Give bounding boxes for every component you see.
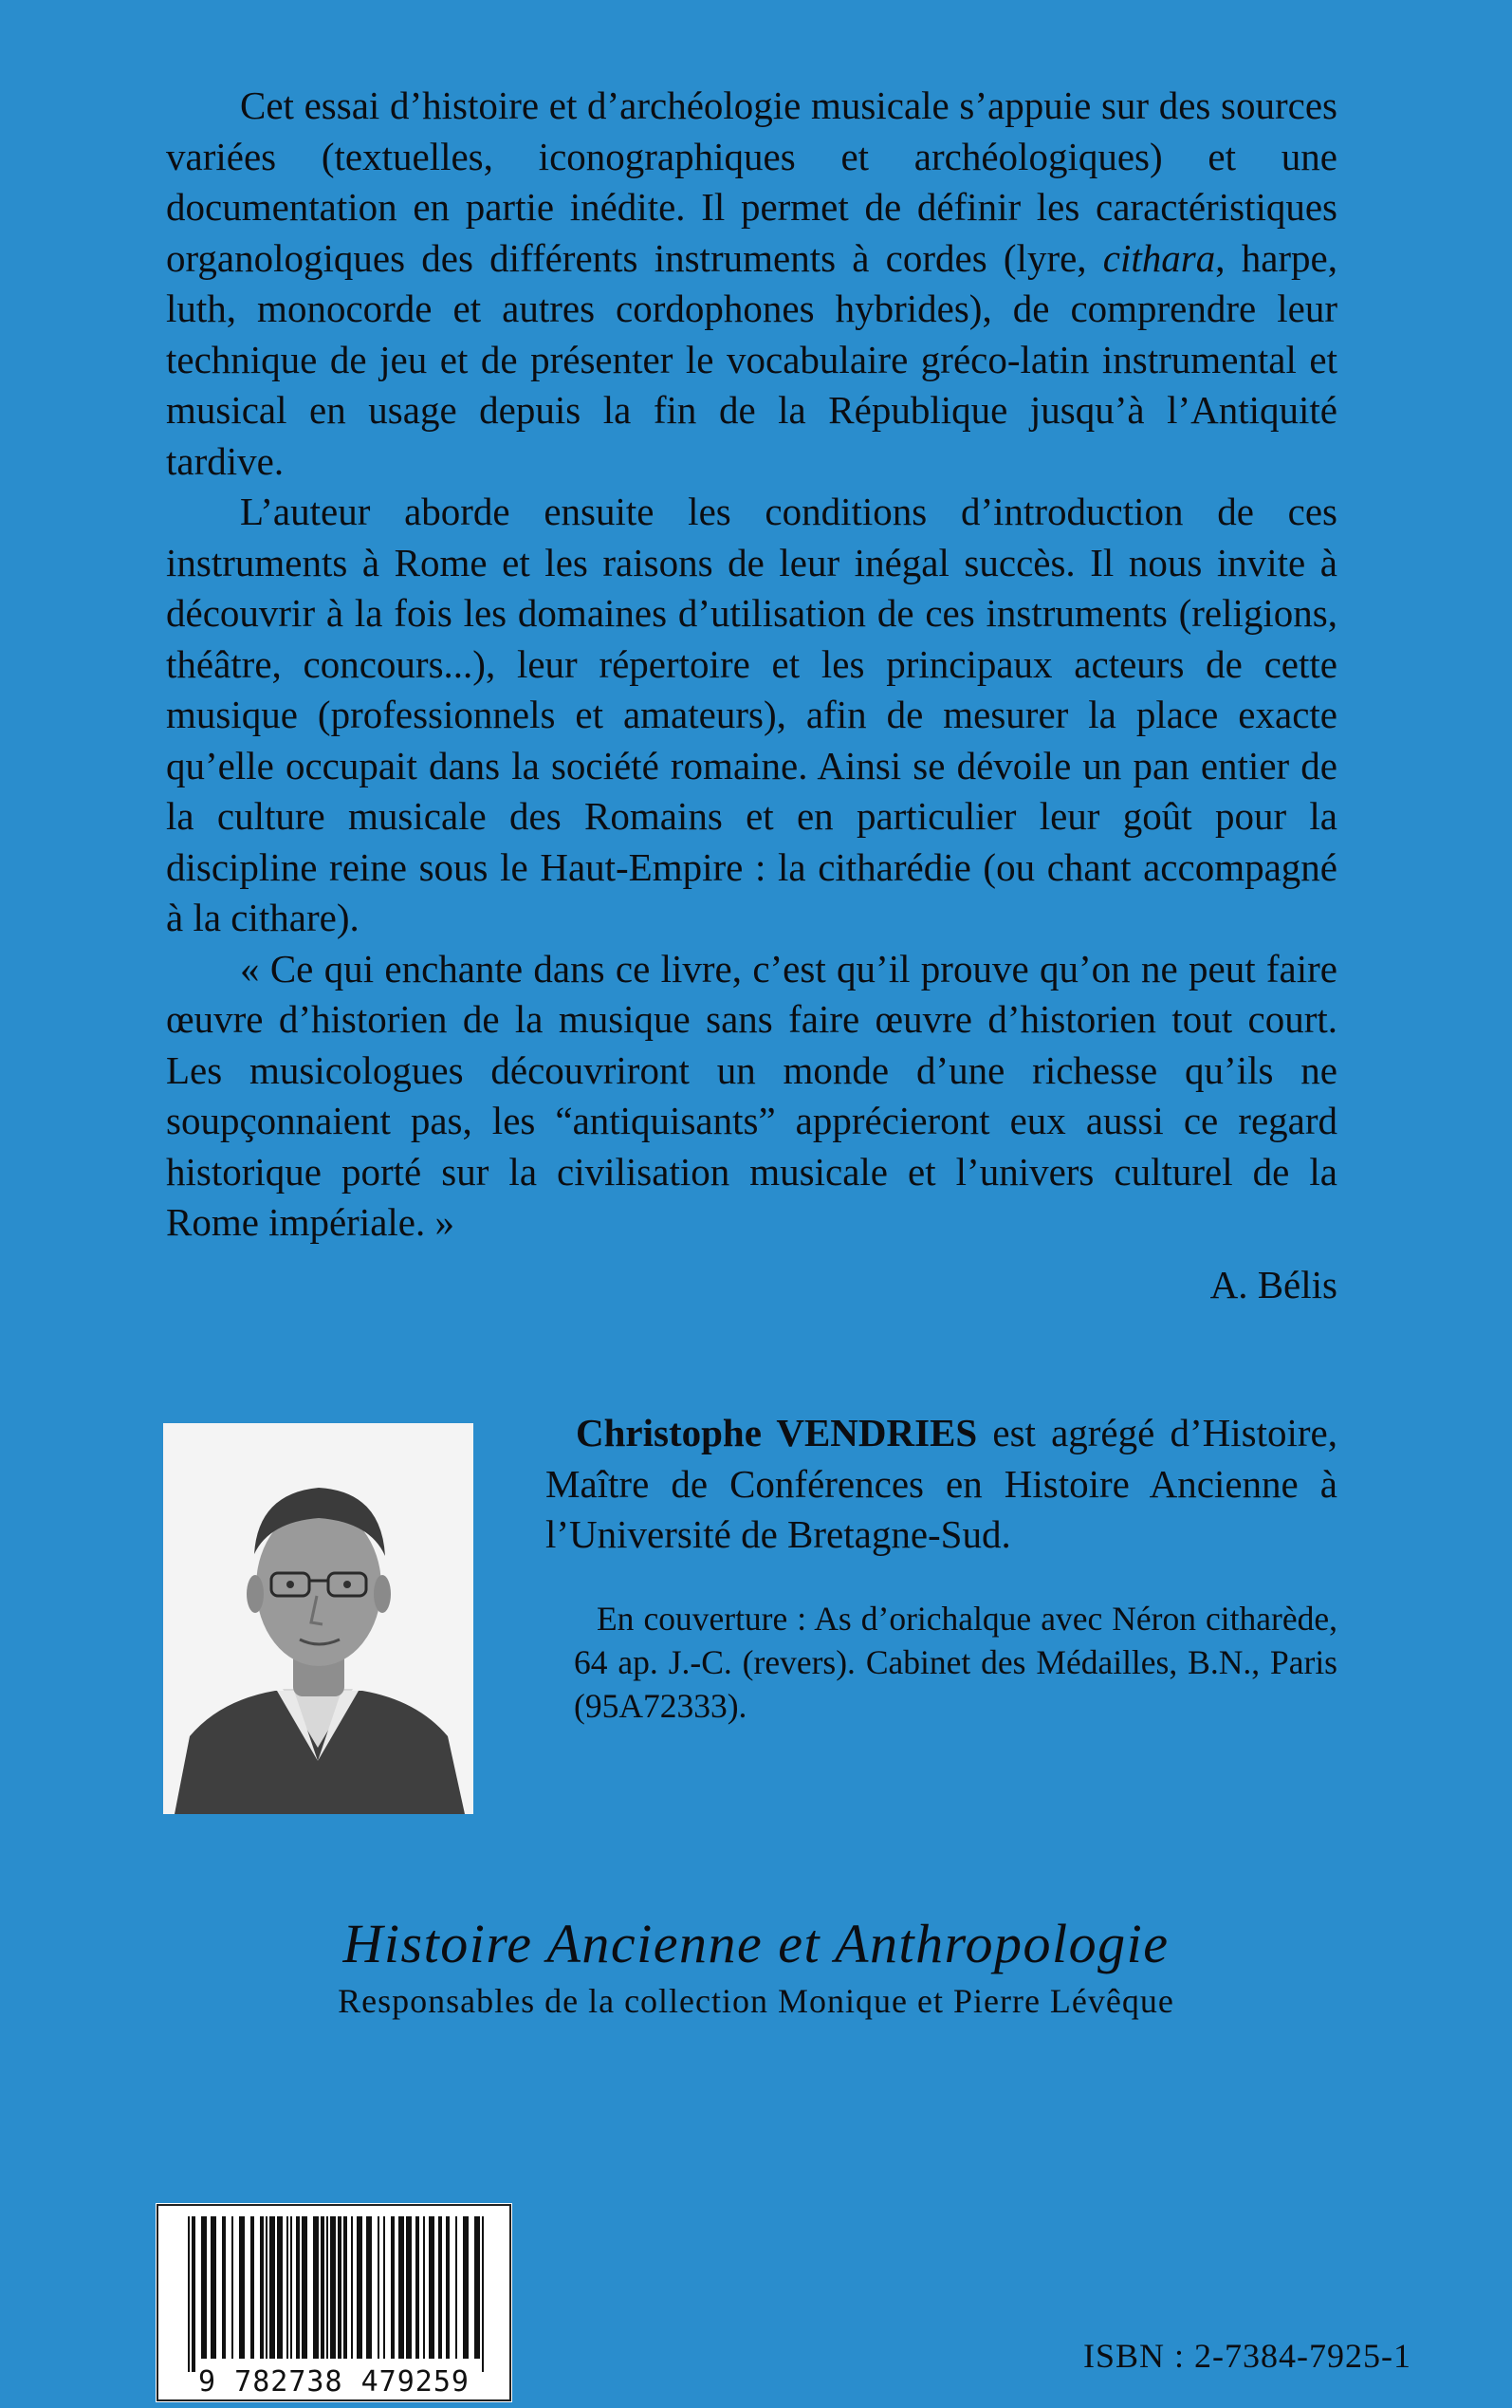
barcode-bar <box>455 2216 457 2359</box>
barcode-bar <box>351 2216 353 2359</box>
barcode-bar <box>482 2216 484 2372</box>
barcode-bar <box>290 2216 292 2359</box>
series-title: Histoire Ancienne et Anthropologie <box>342 1913 1170 1974</box>
quote-signature: A. Bélis <box>1209 1262 1337 1306</box>
barcode-bar <box>326 2216 328 2359</box>
barcode-bar <box>357 2216 362 2359</box>
author-photo <box>163 1423 473 1814</box>
description-paragraph-1: Cet essai d’histoire et d’archéologie musicale s’appuie sur des sources variées (textuelles, iconographiques et archéologiques) et une documentation en partie inédite. Il permet de définir les caractéristiques organologiques des différents instruments à cordes (lyre, cithara, harpe, luth, monocorde et autres cordophones hybrides), de comprendre leur technique de jeu et de présenter le vocabulaire gréco-latin instrumental et musical en usage depuis la fin de la République jusqu’à l’Antiquité tardive. <box>166 83 1337 483</box>
barcode-bar <box>423 2216 425 2359</box>
description-paragraph-2: L’auteur aborde ensuite les conditions d’introduction de ces instruments à Rome et les raisons de leur inégal succès. Il nous invite à découvrir à la fois les domaines d’utilisation de ces instruments (religions, théâtre, concours...), leur répertoire et les principaux acteurs de cette musique (professionnels et amateurs), afin de mesurer la place exacte qu’elle occupait dans la société romaine. Ainsi se dévoile un pan entier de la culture musicale des Romains et en particulier leur goût pour la discipline reine sous le Haut-Empire : la citharédie (ou chant accompagné à la cithare). <box>166 490 1337 939</box>
italic-term: cithara <box>1102 235 1216 280</box>
cover-credit <box>574 1597 1337 1728</box>
barcode-bar <box>391 2216 395 2359</box>
barcode-bar <box>383 2216 385 2359</box>
barcode-digits: 9 782738 479259 <box>198 2365 470 2399</box>
barcode-bar <box>474 2216 480 2359</box>
barcode-bar <box>250 2216 254 2359</box>
barcode-bar <box>366 2216 372 2359</box>
barcode-image <box>156 2203 512 2402</box>
barcode-bar <box>378 2216 379 2359</box>
author-bio <box>545 1408 1337 1561</box>
barcode-bar <box>343 2216 347 2359</box>
barcode-bar <box>330 2216 336 2359</box>
barcode-bar <box>188 2216 190 2372</box>
barcode-bar <box>302 2216 307 2359</box>
barcode-bar <box>269 2216 275 2359</box>
barcode-bar <box>446 2216 450 2359</box>
barcode-bar <box>231 2216 233 2359</box>
barcode-bar <box>222 2216 226 2359</box>
book-description <box>166 81 1337 1310</box>
barcode-bar <box>338 2216 341 2359</box>
barcode-bar <box>415 2216 419 2359</box>
barcode-bar <box>321 2216 324 2359</box>
barcode-bar <box>277 2216 283 2359</box>
barcode-bar <box>286 2216 288 2359</box>
barcode-bar <box>398 2216 404 2359</box>
barcode-bar <box>266 2216 267 2359</box>
barcode-bar <box>192 2216 195 2372</box>
barcode-bar <box>429 2216 434 2359</box>
barcode-bar <box>260 2216 264 2359</box>
ean-barcode <box>156 2203 512 2402</box>
barcode-bar <box>406 2216 412 2359</box>
review-quote: « Ce qui enchante dans ce livre, c’est qu’il prouve qu’on ne peut faire œuvre d’historien de la musique sans faire œuvre d’historien tout court. Les musicologues découvriront un monde d’une richesse qu’ils ne soupçonnaient pas, les “antiquisants” apprécieront eux aussi ce regard historique porté sur la civilisation musicale et l’univers culturel de la Rome impériale. » <box>166 946 1337 1244</box>
isbn-number: ISBN : 2-7384-7925-1 <box>1083 2337 1411 2375</box>
author-bio-text: Christophe VENDRIES est agrégé d’Histoire, Maître de Conférences en Histoire Ancienne à l’Université de Bretagne-Sud. <box>545 1411 1337 1556</box>
barcode-bar <box>313 2216 319 2359</box>
barcode-bar <box>201 2216 207 2359</box>
barcode-bar <box>239 2216 245 2359</box>
author-name: Christophe VENDRIES <box>576 1411 978 1454</box>
author-portrait-image <box>163 1423 473 1814</box>
barcode-bar <box>438 2216 442 2359</box>
barcode-bar <box>463 2216 469 2359</box>
cover-credit-text: En couverture : As d’orichalque avec Néron citharède, 64 ap. J.-C. (revers). Cabinet des Médailles, B.N., Paris (95A72333). <box>574 1600 1337 1725</box>
series-editors: Responsables de la collection Monique et Pierre Lévêque <box>338 1982 1174 2020</box>
barcode-bar <box>211 2216 216 2359</box>
barcode-bar <box>296 2216 300 2359</box>
